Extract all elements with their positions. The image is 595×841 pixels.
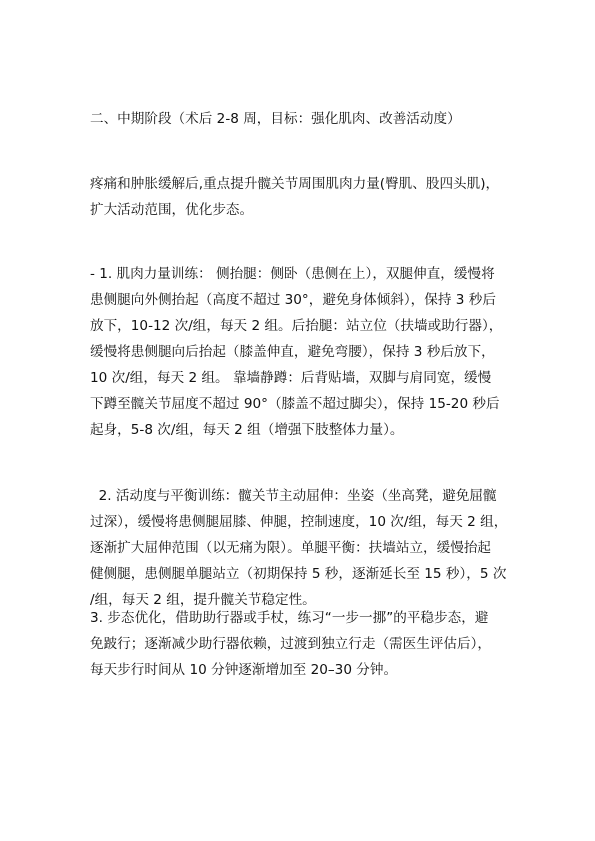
text-line: 二、中期阶段（术后 2-8 周，目标：强化肌肉、改善活动度） xyxy=(90,111,461,127)
text-line: 放下，10-12 次/组，每天 2 组。后抬腿：站立位（扶墙或助行器）， xyxy=(90,318,503,334)
text-line: 缓慢将患侧腿向后抬起（膝盖伸直，避免弯腰），保持 3 秒后放下， xyxy=(90,344,495,360)
text-line: 逐渐扩大屈伸范围（以无痛为限）。单腿平衡：扶墙站立，缓慢抬起 xyxy=(90,540,492,556)
section-heading xyxy=(90,106,520,132)
text-line: /组，每天 2 组，提升髋关节稳定性。 xyxy=(90,592,316,608)
text-line: 10 次/组，每天 2 组。 靠墙静蹲：后背贴墙，双脚与肩同宽，缓慢 xyxy=(90,370,492,386)
mobility-balance-paragraph xyxy=(90,483,520,613)
text-line: 2. 活动度与平衡训练：髋关节主动屈伸：坐姿（坐高凳，避免屈髋 xyxy=(90,488,497,504)
text-line: 健侧腿，患侧腿单腿站立（初期保持 5 秒，逐渐延长至 15 秒），5 次 xyxy=(90,566,507,582)
strength-training-paragraph xyxy=(90,261,520,443)
gait-optimization-paragraph xyxy=(90,605,520,683)
text-line: 下蹲至髋关节屈度不超过 90°（膝盖不超过脚尖），保持 15-20 秒后 xyxy=(90,396,500,412)
text-line: 每天步行时间从 10 分钟逐渐增加至 20–30 分钟。 xyxy=(90,662,398,678)
text-line: 过深），缓慢将患侧腿屈膝、伸腿，控制速度，10 次/组，每天 2 组， xyxy=(90,514,508,530)
text-line: 疼痛和肿胀缓解后,重点提升髋关节周围肌肉力量(臀肌、股四头肌)， xyxy=(90,176,500,192)
text-line: 免跛行；逐渐减少助行器依赖，过渡到独立行走（需医生评估后）， xyxy=(90,636,492,652)
text-line: 扩大活动范围，优化步态。 xyxy=(90,202,254,218)
text-line: 起身，5-8 次/组，每天 2 组（增强下肢整体力量）。 xyxy=(90,422,404,438)
text-line: 患侧腿向外侧抬起（高度不超过 30°，避免身体倾斜），保持 3 秒后 xyxy=(90,292,496,308)
text-line: 3. 步态优化，借助助行器或手杖，练习“一步一挪”的平稳步态，避 xyxy=(90,610,489,626)
intro-paragraph xyxy=(90,171,520,223)
text-line: - 1. 肌肉力量训练： 侧抬腿：侧卧（患侧在上），双腿伸直，缓慢将 xyxy=(90,266,495,282)
